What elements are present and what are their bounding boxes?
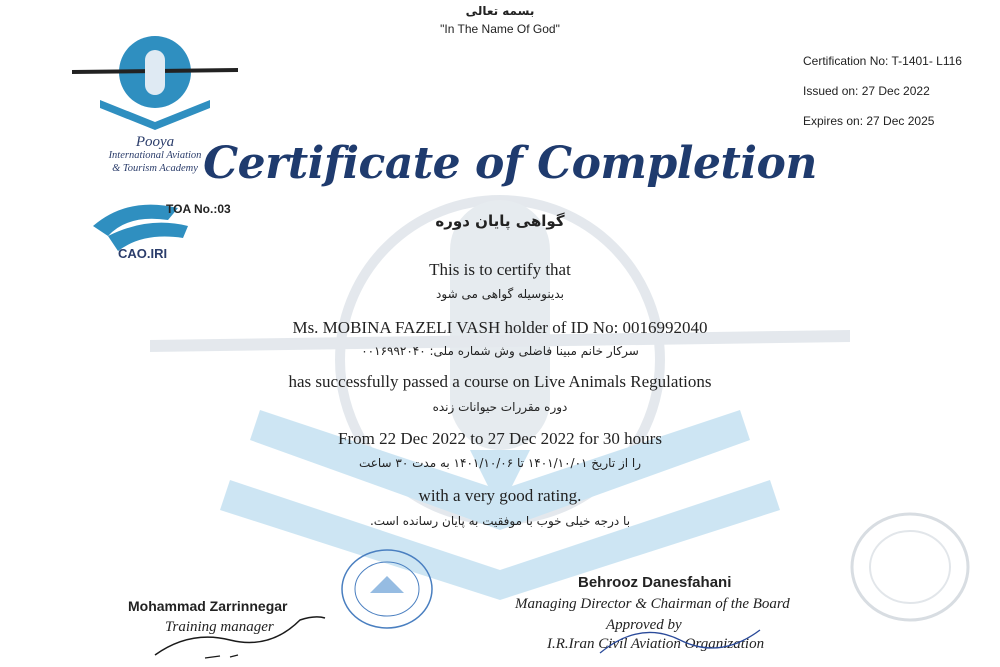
holder-line-farsi: سرکار خانم مبینا فاضلی وش شماره ملی: ۰۰۱۶۹۹۲۰۴۰ [361, 344, 639, 358]
rating-line-farsi: با درجه خیلی خوب با موفقیت به پایان رسانده است. [369, 514, 631, 528]
certificate-title: Certificate of Completion [203, 138, 817, 189]
academy-logo-icon [70, 30, 240, 130]
expiry-date: Expires on: 27 Dec 2025 [803, 114, 935, 128]
course-line-farsi: دوره مقررات حیوانات زنده [432, 400, 568, 414]
certify-statement-farsi: بدینوسیله گواهی می شود [436, 287, 564, 301]
academy-name-line2: International Aviation [108, 150, 202, 161]
period-line: From 22 Dec 2022 to 27 Dec 2022 for 30 hours [338, 429, 662, 448]
left-signatory-name: Mohammad Zarrinnegar [128, 598, 288, 614]
approving-organization: I.R.Iran Civil Aviation Organization [547, 636, 765, 652]
certification-number: Certification No: T-1401- L116 [803, 54, 962, 68]
approved-by-label: Approved by [606, 617, 682, 633]
right-signatory-title: Managing Director & Chairman of the Board [515, 596, 790, 612]
left-signature-scribble [150, 600, 330, 662]
certify-statement: This is to certify that [429, 260, 571, 279]
academy-name-line3: & Tourism Academy [112, 163, 198, 174]
rating-line: with a very good rating. [418, 486, 582, 505]
right-signatory-name: Behrooz Danesfahani [578, 574, 732, 591]
academy-stamp-icon [340, 548, 435, 630]
invocation-arabic: بسمه تعالی [465, 4, 535, 18]
course-line: has successfully passed a course on Live Animals Regulations [288, 372, 712, 391]
embossed-seal-icon [848, 510, 973, 625]
right-signature-scribble [590, 615, 770, 660]
issued-date: Issued on: 27 Dec 2022 [803, 84, 930, 98]
certificate-subtitle-farsi: گواهی پایان دوره [435, 212, 565, 230]
period-line-farsi: را از تاریخ ۱۴۰۱/۱۰/۰۱ تا ۱۴۰۱/۱۰/۰۶ به مدت ۳۰ ساعت [358, 456, 642, 470]
holder-line: Ms. MOBINA FAZELI VASH holder of ID No: 0016992040 [292, 318, 708, 337]
cao-label: CAO.IRI [118, 246, 168, 261]
cao-logo [88, 196, 233, 268]
left-signatory-title: Training manager [165, 619, 274, 635]
toa-number: TOA No.:03 [166, 202, 231, 216]
invocation-english: "In The Name Of God" [440, 22, 560, 36]
academy-name-line1: Pooya [135, 134, 175, 150]
